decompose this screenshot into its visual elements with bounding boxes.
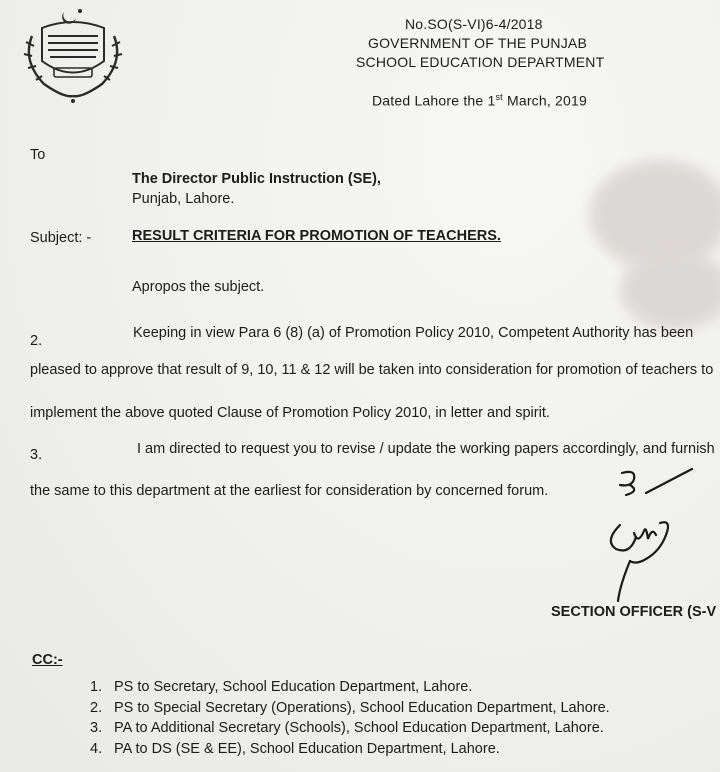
cc-item	[90, 741, 610, 762]
cc-item-number: 1.	[90, 679, 103, 695]
cc-item	[90, 679, 610, 700]
cc-item-text: PA to DS (SE & EE), School Education Department, Lahore.	[114, 740, 500, 757]
smudge-right-mid	[620, 250, 720, 330]
para2-line2: pleased to approve that result of 9, 10, 11 & 12 will be taken into consideration for promotion of teachers to	[30, 362, 714, 378]
para2-line3: implement the above quoted Clause of Promotion Policy 2010, in letter and spirit.	[30, 405, 550, 421]
cc-item-number: 2.	[90, 699, 103, 716]
cc-label: CC:-	[32, 652, 63, 668]
reference-number: No.SO(S-VI)6-4/2018	[405, 16, 543, 32]
subject-label: Subject: -	[30, 230, 92, 246]
cc-item-number: 3.	[90, 720, 103, 736]
dated-line	[372, 92, 587, 109]
department-title: SCHOOL EDUCATION DEPARTMENT	[356, 54, 605, 70]
dated-sup: st	[495, 92, 503, 102]
recipient-name: The Director Public Instruction (SE),	[132, 171, 381, 187]
signature-designation: SECTION OFFICER (S-V	[551, 604, 717, 620]
recipient-address: Punjab, Lahore.	[132, 191, 235, 207]
subject-text: RESULT CRITERIA FOR PROMOTION OF TEACHERS.	[132, 228, 501, 244]
opening-line: Apropos the subject.	[132, 279, 265, 295]
cc-item	[90, 700, 610, 721]
cc-item-text: PA to Additional Secretary (Schools), School Education Department, Lahore.	[114, 720, 604, 736]
cc-list	[90, 679, 610, 761]
para3-line2: the same to this department at the earliest for consideration by concerned forum.	[30, 483, 549, 499]
punjab-emblem-icon	[14, 6, 132, 106]
para3-line1: I am directed to request you to revise / update the working papers accordingly, and furnish	[137, 441, 715, 457]
dated-prefix: Dated Lahore the 1	[372, 92, 496, 109]
dated-suffix: March, 2019	[502, 92, 587, 109]
cc-item	[90, 720, 610, 741]
para3-number: 3.	[30, 447, 43, 463]
para2-number: 2.	[30, 333, 43, 349]
cc-item-number: 4.	[90, 740, 103, 757]
cc-item-text: PS to Special Secretary (Operations), School Education Department, Lahore.	[114, 699, 610, 716]
to-label: To	[30, 147, 46, 163]
signature-icon	[590, 465, 710, 605]
cc-item-text: PS to Secretary, School Education Department, Lahore.	[114, 679, 473, 695]
government-title: GOVERNMENT OF THE PUNJAB	[368, 35, 587, 51]
para2-line1: Keeping in view Para 6 (8) (a) of Promotion Policy 2010, Competent Authority has been	[133, 325, 694, 341]
